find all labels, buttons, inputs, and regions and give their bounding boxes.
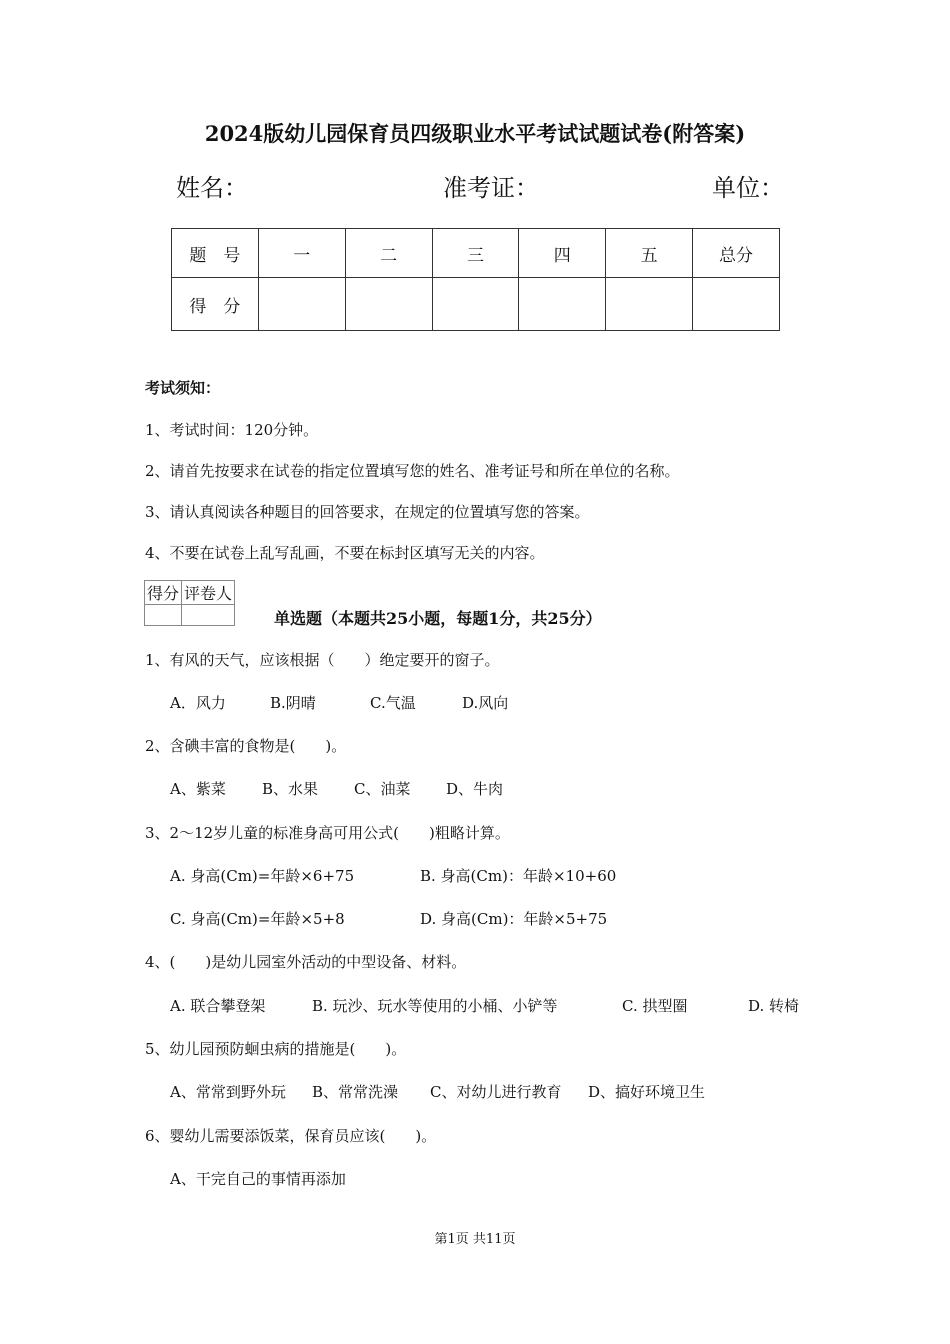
score-cell[interactable] [432,278,519,331]
score-table-header-row [172,229,780,278]
option[interactable]: D、牛肉 [446,780,504,798]
option[interactable]: B、常常洗澡 [312,1083,399,1101]
score-cell[interactable] [345,278,432,331]
exam-id-field-label: 准考证： [443,174,539,202]
notice-item: 1、考试时间：120分钟。 [145,421,319,439]
notice-item: 2、请首先按要求在试卷的指定位置填写您的姓名、准考证号和所在单位的名称。 [145,462,680,480]
option[interactable]: C、油菜 [354,780,411,798]
notice-item: 3、请认真阅读各种题目的回答要求，在规定的位置填写您的答案。 [145,503,590,521]
page-title: 2024版幼儿园保育员四级职业水平考试试题试卷(附答案) [204,121,746,146]
option[interactable]: C.气温 [370,694,416,712]
question-text: 1、有风的天气，应该根据（ ）绝定要开的窗子。 [145,651,500,669]
score-header-cell: 总分 [693,229,780,278]
option[interactable]: C. 拱型圈 [622,997,688,1015]
grader-score-cell[interactable] [145,605,182,626]
score-row-label: 得 分 [172,278,259,331]
grader-score-label: 得分 [145,581,182,605]
option[interactable]: A、常常到野外玩 [170,1083,286,1101]
page-footer: 第1页 共11页 [434,1232,516,1247]
option[interactable]: A、干完自己的事情再添加 [170,1170,346,1188]
score-header-cell: 三 [432,229,519,278]
option[interactable]: A．风力 [170,694,226,712]
option[interactable]: B. 玩沙、玩水等使用的小桶、小铲等 [312,997,558,1015]
question-text: 5、幼儿园预防蛔虫病的措施是( )。 [145,1040,407,1058]
option[interactable]: C. 身高(Cm)=年龄×5+8 [170,910,345,928]
score-header-cell: 四 [519,229,606,278]
option[interactable]: D、搞好环境卫生 [588,1083,706,1101]
grader-name-label: 评卷人 [182,581,235,605]
grader-name-cell[interactable] [182,605,235,626]
option[interactable]: A、紫菜 [170,780,226,798]
score-header-cell: 题 号 [172,229,259,278]
score-cell[interactable] [606,278,693,331]
grader-box [144,580,235,626]
option[interactable]: D. 身高(Cm)：年龄×5+75 [420,910,608,928]
option[interactable]: C、对幼儿进行教育 [430,1083,562,1101]
question-text: 4、( )是幼儿园室外活动的中型设备、材料。 [145,953,467,971]
option[interactable]: B.阴晴 [270,694,316,712]
question-text: 3、2～12岁儿童的标准身高可用公式( )粗略计算。 [145,824,510,842]
option[interactable]: A. 联合攀登架 [170,997,266,1015]
option[interactable]: D.风向 [462,694,509,712]
question-text: 6、婴幼儿需要添饭菜，保育员应该( )。 [145,1127,437,1145]
option[interactable]: A. 身高(Cm)=年龄×6+75 [170,867,355,885]
score-cell[interactable] [693,278,780,331]
score-table [171,228,780,331]
notice-item: 4、不要在试卷上乱写乱画，不要在标封区填写无关的内容。 [145,544,545,562]
score-table-score-row [172,278,780,331]
question-text: 2、含碘丰富的食物是( )。 [145,737,347,755]
score-header-cell: 一 [258,229,345,278]
score-cell[interactable] [519,278,606,331]
option[interactable]: D. 转椅 [748,997,800,1015]
score-cell[interactable] [258,278,345,331]
option[interactable]: B. 身高(Cm)：年龄×10+60 [420,867,617,885]
name-field-label: 姓名： [176,174,248,202]
score-header-cell: 二 [345,229,432,278]
option[interactable]: B、水果 [262,780,319,798]
score-header-cell: 五 [606,229,693,278]
notice-title: 考试须知： [145,379,221,397]
unit-field-label: 单位： [712,174,784,202]
section-title: 单选题（本题共25小题，每题1分，共25分） [274,609,602,628]
